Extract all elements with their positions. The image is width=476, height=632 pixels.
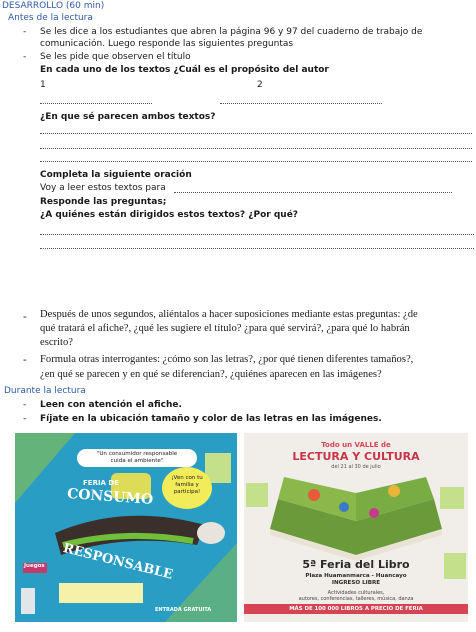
paragraph-line: Después de unos segundos, aliéntalos a hacer suposiciones mediante estas preguntas: ¿de (40, 309, 418, 320)
subheading-before: Antes de la lectura (8, 13, 93, 23)
paragraph-line: escrito? (40, 337, 73, 348)
subheading-during: Durante la lectura (4, 386, 86, 396)
poster-entrada-label: ENTRADA GRATUITA (155, 607, 212, 613)
instruction-line: Fíjate en la ubicación tamaño y color de las letras en las imágenes. (40, 414, 382, 424)
poster-juegos-label: Juegos (24, 563, 45, 569)
sentence-start: Voy a leer estos textos para (40, 183, 166, 193)
poster-headline-line2: LECTURA Y CULTURA (292, 450, 420, 463)
poster-quote-line: "Un consumidor responsable (96, 451, 178, 457)
bullet-dash: - (23, 52, 27, 62)
instruction-line: comunicación. Luego responde las siguientes preguntas (40, 39, 294, 49)
poster-banner: MÁS DE 100 000 LIBROS A PRECIO DE FERIA (244, 604, 468, 614)
poster-consumo-responsable (15, 433, 237, 622)
bullet-dash: - (23, 27, 27, 37)
poster-bubble-line: participa! (173, 489, 201, 495)
poster-feria-libro (244, 433, 468, 622)
answer-questions-heading: Responde las preguntas; (40, 197, 167, 207)
answer-line (40, 234, 474, 235)
poster-ingreso: INGRESO LIBRE (331, 580, 381, 586)
poster-bubble-line: familia y (175, 482, 199, 488)
answer-line (40, 148, 472, 149)
poster-headline-line1: Todo un VALLE de (321, 441, 391, 449)
poster-bubble-line: ¡Ven con tu (171, 475, 203, 481)
bullet-dash: - (23, 311, 27, 323)
paragraph-line: qué tratará el afiche?, ¿qué les sugiere el título? ¿para qué servirá?, ¿para qué lo habrán (40, 323, 410, 334)
answer-line (40, 161, 472, 162)
paragraph-line: ¿en qué se parecen y en qué se diferencian?, ¿quiénes aparecen en las imágenes? (40, 369, 382, 380)
answer-line (40, 133, 472, 134)
question-purpose: En cada uno de los textos ¿Cuál es el propósito del autor (40, 65, 329, 75)
instruction-line: Leen con atención el afiche. (40, 400, 182, 410)
poster-feria-title: 5ª Feria del Libro (302, 558, 410, 571)
answer-line (174, 192, 452, 193)
poster-feria-label: FERIA DE (83, 479, 120, 487)
paragraph-line: Formula otras interrogantes: ¿cómo son las letras?, ¿por qué tienen diferentes tamaños?, (40, 354, 414, 365)
poster-place: Plaza Huamanmarca - Huancayo (305, 573, 407, 579)
instruction-line: Se les pide que observen el título (40, 52, 191, 62)
poster-activities-line: autores, conferencias, talleres, música, danza (298, 596, 414, 602)
answer-line (40, 248, 474, 249)
answer-line (220, 103, 382, 104)
poster-responsable-title: RESPONSABLE (61, 541, 175, 583)
poster-quote-line: cuida el ambiente" (110, 458, 164, 464)
bullet-dash: - (23, 354, 27, 366)
question-similarity: ¿En que sé parecen ambos textos? (40, 112, 216, 122)
complete-sentence-heading: Completa la siguiente oración (40, 170, 192, 180)
number-label: 2 (257, 80, 263, 90)
poster-info-box (59, 583, 143, 603)
bullet-dash: - (23, 414, 27, 424)
number-label: 1 (40, 80, 46, 90)
question-audience: ¿A quiénes están dirigidos estos textos? ¿Por qué? (40, 210, 299, 220)
poster-dates: del 21 al 30 de julio (331, 464, 381, 470)
answer-line (40, 103, 152, 104)
instruction-line: Se les dice a los estudiantes que abren la página 96 y 97 del cuaderno de trabajo de (40, 27, 423, 37)
poster-activities-line: Actividades culturales, (327, 590, 385, 596)
bullet-dash: - (23, 400, 27, 410)
section-title: DESARROLLO (60 min) (2, 1, 105, 11)
poster-consumo-title: CONSUMO (66, 486, 154, 508)
